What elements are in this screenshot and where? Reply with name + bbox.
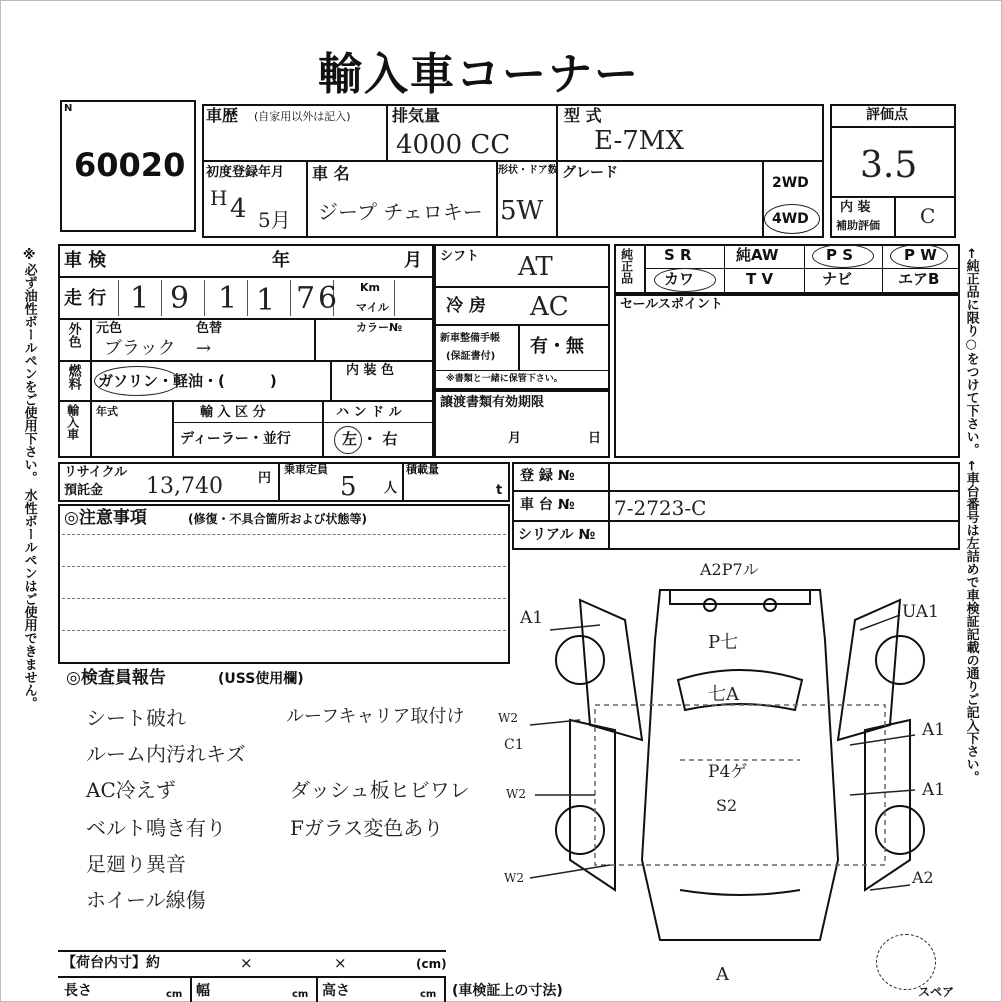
load-unit: t	[496, 483, 503, 498]
caution-box	[58, 504, 510, 664]
diagram-mark-right-a1-bottom: A1	[922, 780, 946, 800]
model-type-value: E-7MX	[594, 126, 684, 156]
car-damage-diagram	[520, 560, 960, 960]
transfer-label: 譲渡書類有効期限	[440, 395, 545, 410]
inspection-year: 年	[272, 250, 290, 271]
cargo-x1: ×	[240, 954, 253, 972]
inspector-line-9: ホイール線傷	[86, 888, 206, 912]
drive-4wd-label: 4WD	[772, 211, 809, 227]
cargo-unit: (cm)	[416, 957, 447, 971]
capacity-label: 乗車定員	[284, 463, 328, 476]
dims-width-cm: cm	[292, 989, 309, 1000]
left-side-note: ※必ず油性ボールペンをご使用下さい。 水性ボールペンはご使用できません。	[21, 248, 37, 710]
diagram-mark-roof: P4ゲ	[708, 762, 748, 782]
fuel-label: 燃料	[65, 364, 81, 390]
import-handle-label: ハ ン ド ル	[336, 405, 402, 420]
diagram-mark-right-door: UA1	[902, 602, 939, 622]
inspector-label: ◎検査員報告	[66, 668, 166, 688]
diagram-mark-left-w2-mid: W2	[506, 787, 526, 801]
serial-label: シリアル №	[518, 527, 596, 543]
inspection-label: 車 検	[64, 250, 107, 271]
recycle-unit: 円	[258, 471, 272, 486]
history-note: (自家用以外は記入)	[254, 110, 351, 123]
mileage-digit-5: 7	[296, 281, 316, 316]
import-category-value: ディーラー・並行	[180, 431, 291, 447]
first-reg-year: 4	[230, 194, 247, 224]
interior-score-value: C	[920, 204, 936, 228]
dims-height: 高さ	[322, 983, 350, 999]
fuel-gasoline-circle	[94, 366, 180, 396]
caution-note: (修復・不具合箇所および状態等)	[188, 512, 367, 526]
score-label: 評価点	[866, 107, 908, 123]
mileage-digit-2: 9	[170, 281, 190, 316]
equipment-leather: カワ	[664, 270, 695, 288]
equipment-aw: 純AW	[736, 246, 779, 264]
score-value: 3.5	[860, 145, 918, 186]
dims-note: (車検証上の寸法)	[452, 983, 563, 999]
manual-value: 有・無	[530, 336, 584, 357]
dims-length-cm: cm	[166, 989, 183, 1000]
drive-2wd-label: 2WD	[772, 175, 809, 191]
shift-label: シフト	[440, 249, 480, 264]
equipment-navi: ナビ	[822, 270, 853, 288]
shift-value: AT	[518, 252, 553, 282]
caution-label: ◎注意事項	[64, 508, 147, 528]
color-code-label: カラー№	[356, 321, 403, 334]
displacement-value: 4000 CC	[396, 130, 511, 160]
color-label: 外色	[65, 322, 81, 348]
sales-point-box	[614, 294, 960, 458]
inspector-line-7: Fガラス変色あり	[290, 816, 444, 840]
lot-number: 60020	[74, 146, 186, 184]
history-label: 車歴	[206, 106, 239, 125]
dims-height-cm: cm	[420, 989, 437, 1000]
transfer-day: 日	[588, 431, 602, 446]
equipment-ps: P S	[826, 246, 854, 264]
import-handle-value: 左 ・ 右	[342, 430, 398, 448]
import-label: 輸入車	[65, 404, 80, 440]
transfer-month: 月	[508, 431, 522, 446]
registration-label: 登 録 №	[520, 468, 575, 484]
equipment-pw: P W	[904, 246, 937, 264]
capacity-value: 5	[340, 472, 357, 502]
equipment-label: 純正品	[619, 248, 634, 284]
diagram-mark-left-c1: C1	[504, 737, 524, 753]
drive-4wd-circle	[764, 204, 820, 234]
import-year-label: 年式	[96, 405, 118, 418]
color-arrow: →	[196, 338, 212, 359]
sales-point-label: セールスポイント	[620, 297, 723, 312]
mileage-label: 走 行	[64, 288, 107, 309]
interior-score-label2: 補助評価	[836, 219, 880, 232]
dims-length: 長さ	[64, 983, 92, 999]
body-doors-value: 5W	[500, 196, 544, 226]
color-changed-label: 色替	[196, 321, 223, 336]
inspector-line-8: 足廻り異音	[86, 852, 186, 876]
manual-label1: 新車整備手帳	[440, 333, 500, 344]
first-reg-month: 5月	[258, 208, 291, 232]
inspector-line-4: AC冷えず	[86, 778, 176, 802]
recycle-value: 13,740	[146, 474, 223, 499]
chassis-label: 車 台 №	[520, 497, 575, 513]
inspector-line-1: シート破れ	[86, 706, 186, 730]
inspector-note: (USS使用欄)	[218, 671, 304, 687]
recycle-label1: リサイクル	[64, 465, 128, 480]
mileage-unit-mile: マイル	[356, 301, 389, 314]
mileage-digit-1: 1	[130, 281, 150, 316]
model-type-label: 型 式	[564, 106, 602, 125]
first-reg-era: H	[210, 186, 228, 210]
mileage-digit-6: 6	[318, 281, 338, 316]
load-label: 積載量	[406, 463, 439, 476]
equipment-leather-circle	[654, 268, 716, 292]
diagram-mark-left-door: A1	[520, 608, 544, 628]
mileage-digit-4: 1	[256, 283, 276, 318]
inspector-line-2: ルーフキャリア取付け	[286, 706, 465, 727]
car-name-value: ジープ チェロキー	[318, 200, 483, 224]
equipment-pw-circle	[890, 244, 948, 268]
diagram-mark-windshield: 七A	[708, 684, 739, 705]
equipment-tv: T V	[746, 270, 774, 288]
right-side-note: ←純正品に限り○をつけて下さい。 ←車台番号は左詰めで車検証記載の通りご記入下さい。	[963, 248, 979, 784]
cargo-label: 【荷台内寸】約	[62, 955, 160, 971]
mileage-unit-km: Km	[360, 281, 380, 294]
handle-left-circle	[334, 426, 362, 454]
capacity-unit: 人	[384, 481, 398, 496]
chassis-value: 7-2723-C	[614, 496, 707, 520]
spare-label: スペア	[918, 985, 955, 999]
inspection-month: 月	[404, 250, 422, 271]
dims-width: 幅	[196, 983, 210, 999]
manual-note: ※書類と一緒に保管下さい。	[446, 374, 563, 384]
equipment-sr: S R	[664, 246, 692, 264]
interior-score-label1: 内 装	[840, 200, 871, 215]
inspector-line-5: ダッシュ板ヒビワレ	[290, 778, 470, 802]
diagram-mark-hood: P七	[708, 632, 739, 653]
cargo-x2: ×	[334, 954, 347, 972]
diagram-mark-top: A2P7ル	[700, 560, 759, 579]
import-category-label: 輸 入 区 分	[200, 405, 266, 420]
diagram-mark-left-w2-bottom: W2	[504, 871, 524, 885]
aircon-value: AC	[530, 292, 569, 322]
diagram-mark-right-a1-top: A1	[922, 720, 946, 740]
manual-label2: (保証書付)	[446, 351, 496, 362]
grade-label: グレード	[562, 165, 618, 181]
color-value: ブラック	[104, 338, 176, 359]
diagram-mark-roof-s2: S2	[716, 796, 738, 815]
equipment-ps-circle	[812, 244, 874, 268]
diagram-mark-left-w2-top: W2	[498, 711, 518, 725]
spare-tire-circle	[876, 934, 936, 990]
equipment-airbag: エアB	[898, 270, 940, 288]
first-reg-label: 初度登録年月	[206, 165, 285, 180]
inspector-line-6: ベルト鳴き有り	[86, 816, 226, 840]
diagram-mark-right-a2: A2	[912, 868, 934, 887]
recycle-label2: 預託金	[64, 483, 104, 498]
diagram-mark-rear: A	[716, 964, 729, 985]
fuel-value: ガソリン・軽油・( )	[98, 372, 277, 390]
interior-color-label: 内 装 色	[346, 363, 395, 378]
aircon-label: 冷 房	[446, 296, 486, 316]
page-title: 輸入車コーナー	[318, 49, 640, 100]
displacement-label: 排気量	[392, 106, 441, 125]
mileage-digit-3: 1	[218, 281, 238, 316]
color-orig-label: 元色	[96, 321, 123, 336]
inspector-line-3: ルーム内汚れキズ	[86, 742, 246, 766]
lot-label: N	[64, 103, 73, 114]
body-doors-label: 形状・ドア数	[498, 165, 558, 176]
car-name-label: 車 名	[312, 164, 350, 183]
